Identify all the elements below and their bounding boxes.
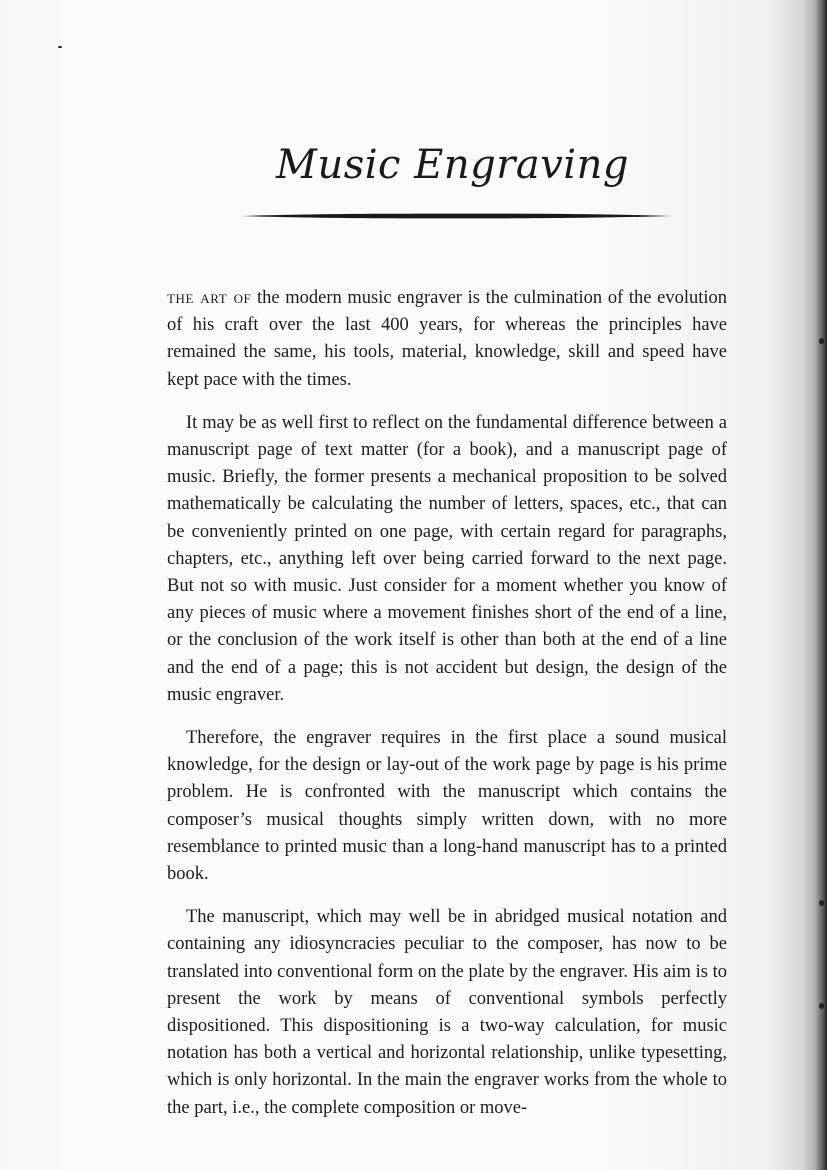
page-speck [819,900,824,906]
paragraph-2: It may be as well first to reflect on the fundamental difference between a manuscript page of text matter (for a book), and a manuscript page of music. Briefly, the former presents a mechanical proposition to be solved mathematically be calculating the number of letters, spaces, etc., that can be conveniently printed on one page, with certain regard for paragraphs, chapters, etc., anything left over being carried forward to the next page. But not so with music. Just consider for a moment whether you know of any pieces of music where a movement finishes short of the end of a line, or the conclusion of the work itself is other than both at the end of a line and the end of a page; this is not accident but design, the design of the music engraver. [167,412,727,705]
paragraph-1-text: the modern music engraver is the culmination of the evolution of his craft over the last 400 years, for whereas the principles have remained the same, his tools, material, knowledge, skill and speed have kept pace with the times. [167,288,727,390]
page-title: Music Engraving [276,142,629,188]
paragraph-4: The manuscript, which may well be in abridged musical notation and containing any idiosyncracies peculiar to the composer, has now to be translated into conventional form on the plate by the engraver. His aim is to present the work by means of conventional symbols perfectly dispositioned. This dispositioning is a two-way calculation, for music notation has both a vertical and horizontal relationship, unlike typesetting, which is only horizontal. In the main the engraver works from the whole to the part, i.e., the complete composition or move- [167,907,727,1118]
page-speck [819,1003,824,1009]
title-rule [241,213,672,219]
lead-in-smallcaps: the art of [167,288,252,308]
page-speck [58,46,62,48]
page-speck [819,338,824,344]
paragraph-1 [167,285,727,394]
article-body [167,285,727,1138]
paragraph-3: Therefore, the engraver requires in the first place a sound musical knowledge, for the design or lay-out of the work page by page is his prime problem. He is confronted with the manuscript which contains the composer’s musical thoughts simply written down, with no more resemblance to printed music than a long-hand manuscript has to a printed book. [167,728,727,885]
